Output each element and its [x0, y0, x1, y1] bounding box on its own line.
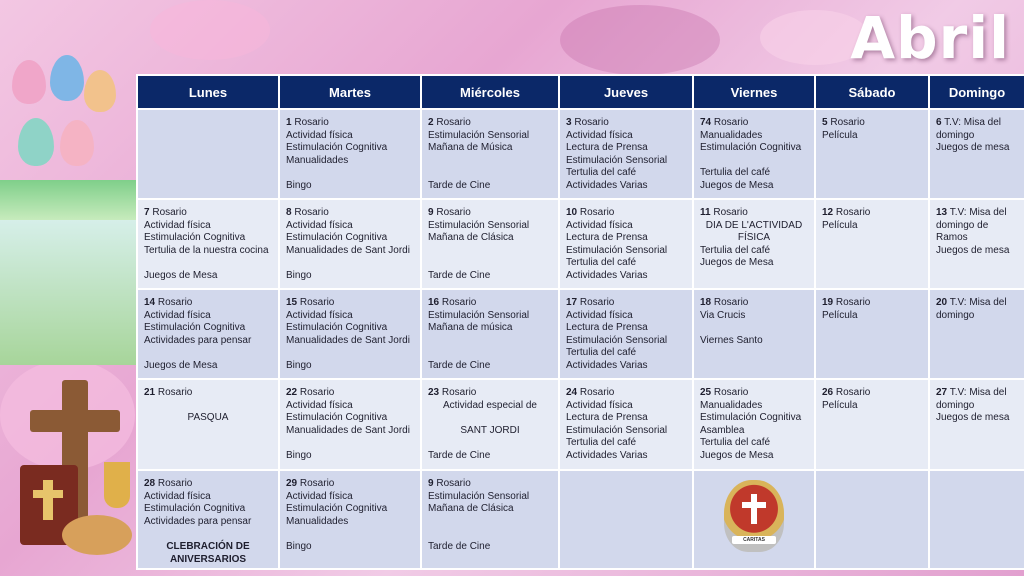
activity-item: Actividades para pensar — [144, 334, 252, 346]
activity-text: Rosario — [577, 297, 615, 308]
day-cell — [815, 289, 929, 379]
weekday-header: Jueves — [559, 75, 693, 109]
activity-item: Manualidades — [700, 129, 763, 141]
activity-item — [822, 387, 922, 400]
activity-item — [286, 478, 414, 491]
activity-text: Rosario — [297, 297, 335, 308]
activity-text: Rosario — [833, 297, 871, 308]
activity-item: Actividades Varias — [566, 269, 648, 281]
activity-text: Rosario — [833, 207, 871, 218]
activity-item — [566, 207, 686, 220]
activity-item: Manualidades — [700, 399, 763, 411]
day-cell — [929, 109, 1024, 199]
day-number: 74 — [700, 117, 712, 128]
activity-item: Juegos de Mesa — [144, 359, 218, 371]
bread-icon — [62, 515, 132, 555]
activity-text: T.V: Misa del domingo — [936, 297, 1007, 321]
day-number: 12 — [822, 207, 834, 218]
activity-item — [428, 207, 552, 220]
activity-item — [700, 387, 808, 400]
spacer — [428, 335, 552, 348]
activity-text: Rosario — [155, 478, 193, 489]
day-number: 6 — [936, 117, 942, 128]
activity-item — [700, 207, 808, 220]
activity-text: Rosario — [297, 387, 335, 398]
activity-text: Rosario — [291, 117, 329, 128]
activity-item: Actividades Varias — [566, 179, 648, 191]
activity-item — [144, 478, 272, 491]
cross-icon — [751, 494, 757, 524]
activity-item: Manualidades de Sant Jordi — [286, 424, 410, 436]
activity-item — [822, 117, 922, 130]
day-number: 29 — [286, 478, 298, 489]
activity-item — [428, 478, 552, 491]
activity-item: Actividad física — [286, 490, 353, 502]
activity-item: Tertulia del café — [700, 167, 771, 179]
activity-item — [700, 117, 808, 130]
activity-item: Estimulación Cognitiva — [144, 503, 246, 515]
day-cell — [815, 109, 929, 199]
day-cell — [421, 470, 559, 569]
day-cell — [693, 109, 815, 199]
activity-item: Película — [822, 399, 858, 411]
activity-item: Estimulación Sensorial — [566, 334, 668, 346]
weekday-header-row — [137, 75, 1024, 109]
activity-item: Bingo — [286, 269, 312, 281]
activity-item: Estimulación Cognitiva — [144, 322, 246, 334]
day-cell — [559, 289, 693, 379]
day-number: 20 — [936, 297, 948, 308]
activity-item: Actividad física — [286, 219, 353, 231]
easter-egg-icon — [12, 60, 46, 104]
day-cell — [559, 470, 693, 569]
day-cell — [693, 470, 815, 569]
activity-item: Película — [822, 129, 858, 141]
activity-item: Juegos de mesa — [936, 142, 1010, 154]
day-cell — [279, 379, 421, 470]
spacer — [286, 528, 414, 541]
special-event: Actividad especial de — [443, 399, 537, 411]
activity-item — [428, 117, 552, 130]
activity-item — [428, 297, 552, 310]
day-cell — [137, 289, 279, 379]
activity-text: Rosario — [711, 117, 749, 128]
activity-text: Rosario — [149, 207, 187, 218]
easter-illustration — [0, 0, 136, 576]
activity-item: Manualidades — [286, 515, 349, 527]
day-cell — [421, 199, 559, 289]
activity-item: Actividad física — [144, 309, 211, 321]
activity-item: Estimulación Cognitiva — [144, 232, 246, 244]
activity-item: Estimulación Cognitiva — [286, 142, 388, 154]
calendar-week-row — [137, 109, 1024, 199]
weekday-header: Sábado — [815, 75, 929, 109]
spacer — [144, 257, 272, 270]
activity-item: Tarde de Cine — [428, 359, 491, 371]
activity-item: Tarde de Cine — [428, 449, 491, 461]
day-number: 16 — [428, 297, 440, 308]
activity-item: Lectura de Prensa — [566, 142, 648, 154]
activity-item — [566, 117, 686, 130]
day-number: 11 — [700, 207, 711, 218]
day-number: 8 — [286, 207, 292, 218]
activity-item — [144, 297, 272, 310]
activity-item: Manualidades de Sant Jordi — [286, 334, 410, 346]
day-number: 24 — [566, 387, 578, 398]
activity-item — [936, 297, 1018, 322]
special-event: PASQUA — [187, 412, 229, 424]
day-number: 2 — [428, 117, 434, 128]
activity-item — [286, 297, 414, 310]
day-number: 26 — [822, 387, 834, 398]
weekday-header: Martes — [279, 75, 421, 109]
activity-item: Bingo — [286, 179, 312, 191]
day-cell — [279, 289, 421, 379]
activity-item: Actividades para pensar — [144, 515, 252, 527]
day-cell — [421, 289, 559, 379]
spacer — [428, 155, 552, 168]
day-cell — [559, 379, 693, 470]
activity-item: Bingo — [286, 449, 312, 461]
activity-item: Tertulia del café — [566, 347, 637, 359]
easter-egg-icon — [84, 70, 116, 112]
activity-item: Estimulación Sensorial — [428, 219, 530, 231]
activity-text: Rosario — [827, 117, 865, 128]
activity-text: Rosario — [833, 387, 871, 398]
day-cell — [693, 379, 815, 470]
activity-text: Rosario — [710, 207, 748, 218]
activity-item — [936, 387, 1018, 412]
activity-item: Estimulación Sensorial — [566, 244, 668, 256]
activity-item — [822, 297, 922, 310]
activity-item: Estimulación Cognitiva — [286, 322, 388, 334]
logo-lettering: CARITAS — [732, 536, 776, 544]
calendar-week-row — [137, 470, 1024, 569]
weekday-header: Viernes — [693, 75, 815, 109]
day-cell — [137, 379, 279, 470]
day-cell — [137, 199, 279, 289]
activity-item: Estimulación Cognitiva — [286, 412, 388, 424]
spacer — [286, 437, 414, 450]
activity-item: Tertulia del café — [700, 244, 771, 256]
day-cell — [929, 199, 1024, 289]
activity-item: Lectura de Prensa — [566, 232, 648, 244]
activity-item: Actividad física — [286, 399, 353, 411]
activity-item — [144, 207, 272, 220]
easter-egg-icon — [18, 118, 54, 166]
day-cell — [279, 109, 421, 199]
day-number: 23 — [428, 387, 440, 398]
day-number: 14 — [144, 297, 156, 308]
activity-item: Juegos de mesa — [936, 244, 1010, 256]
activity-item: Actividades Varias — [566, 359, 648, 371]
month-title: Abril — [850, 4, 1010, 72]
activity-text: Rosario — [711, 387, 749, 398]
activity-text: Rosario — [433, 207, 471, 218]
activity-item: Viernes Santo — [700, 334, 763, 346]
activity-item: Bingo — [286, 540, 312, 552]
special-event: DIA DE L'ACTIVIDAD FÍSICA — [705, 219, 803, 244]
spacer — [428, 347, 552, 360]
spacer — [428, 437, 552, 450]
activity-item: Actividad física — [286, 129, 353, 141]
day-cell — [815, 379, 929, 470]
activity-item: Tertulia de la nuestra cocina — [144, 244, 269, 256]
calendar-week-row — [137, 199, 1024, 289]
activity-item — [428, 387, 552, 400]
activity-item — [566, 297, 686, 310]
activity-item: Actividad física — [144, 219, 211, 231]
flower-decoration — [560, 5, 720, 75]
day-number: 10 — [566, 207, 578, 218]
day-number: 18 — [700, 297, 712, 308]
spacer — [428, 516, 552, 529]
activity-item — [936, 117, 1018, 142]
activity-item: Tarde de Cine — [428, 269, 491, 281]
spacer — [428, 412, 552, 425]
activity-text: Rosario — [297, 478, 335, 489]
day-number: 13 — [936, 207, 948, 218]
day-number: 22 — [286, 387, 298, 398]
day-number: 25 — [700, 387, 712, 398]
chalice-icon — [104, 462, 130, 508]
activity-item — [566, 387, 686, 400]
day-number: 7 — [144, 207, 150, 218]
activity-item: Juegos de Mesa — [144, 269, 218, 281]
day-number: 28 — [144, 478, 156, 489]
wooden-cross-icon — [30, 410, 120, 432]
day-cell — [137, 109, 279, 199]
spacer — [144, 528, 272, 541]
activity-item: Lectura de Prensa — [566, 412, 648, 424]
activity-item: Actividad física — [566, 309, 633, 321]
bible-cross-icon — [33, 490, 63, 498]
activity-item: Juegos de Mesa — [700, 449, 774, 461]
calendar-week-row — [137, 289, 1024, 379]
spacer — [144, 400, 272, 413]
spacer — [700, 155, 808, 168]
activity-item: Juegos de Mesa — [700, 257, 774, 269]
activity-item: Estimulación Sensorial — [566, 424, 668, 436]
activity-text: T.V: Misa del domingo — [936, 117, 1002, 141]
flower-decoration — [150, 0, 270, 60]
activity-item: Manualidades de Sant Jordi — [286, 244, 410, 256]
spacer — [428, 245, 552, 258]
activity-text: Rosario — [439, 297, 477, 308]
spacer — [428, 528, 552, 541]
easter-egg-icon — [60, 120, 94, 166]
weekday-header: Lunes — [137, 75, 279, 109]
activity-text: Rosario — [577, 387, 615, 398]
activity-item: Actividades Varias — [566, 449, 648, 461]
activity-item — [286, 207, 414, 220]
activity-text: Rosario — [433, 117, 471, 128]
activity-item: Asamblea — [700, 424, 745, 436]
activity-text: Rosario — [155, 297, 193, 308]
activity-item: Estimulación Cognitiva — [700, 412, 802, 424]
activity-text: T.V: Misa del domingo — [936, 387, 1007, 411]
activity-item: Tarde de Cine — [428, 540, 491, 552]
day-cell — [693, 289, 815, 379]
day-cell — [421, 379, 559, 470]
cross-icon — [742, 502, 766, 508]
spacer — [144, 347, 272, 360]
easter-egg-icon — [50, 55, 84, 101]
activity-item: Mañana de Clásica — [428, 503, 514, 515]
day-cell — [279, 199, 421, 289]
activity-item: Estimulación Sensorial — [566, 154, 668, 166]
day-cell — [279, 470, 421, 569]
activity-item — [144, 387, 272, 400]
day-cell — [421, 109, 559, 199]
weekday-header: Domingo — [929, 75, 1024, 109]
day-cell — [815, 199, 929, 289]
day-number: 15 — [286, 297, 298, 308]
calendar-week-row — [137, 379, 1024, 470]
activity-item: Película — [822, 309, 858, 321]
activity-item: Bingo — [286, 359, 312, 371]
spacer — [428, 257, 552, 270]
activity-item: Actividad física — [566, 399, 633, 411]
activity-item: Tertulia del café — [566, 257, 637, 269]
activity-item: Via Crucis — [700, 309, 746, 321]
activity-text: Rosario — [433, 478, 471, 489]
activity-item — [936, 207, 1018, 245]
activity-item: Actividad física — [566, 219, 633, 231]
day-cell — [559, 109, 693, 199]
spacer — [428, 167, 552, 180]
activity-item: Juegos de mesa — [936, 412, 1010, 424]
weekday-header: Miércoles — [421, 75, 559, 109]
activity-text: T.V: Misa del domingo de Ramos — [936, 207, 1007, 244]
activity-item: Lectura de Prensa — [566, 322, 648, 334]
special-event: SANT JORDI — [460, 424, 520, 436]
spacer — [286, 347, 414, 360]
day-number: 3 — [566, 117, 572, 128]
spacer — [286, 167, 414, 180]
activity-text: Rosario — [155, 387, 193, 398]
day-number: 17 — [566, 297, 578, 308]
spacer — [700, 322, 808, 335]
day-number: 19 — [822, 297, 834, 308]
activity-item: Tarde de Cine — [428, 179, 491, 191]
activity-text: Rosario — [571, 117, 609, 128]
activity-item: Tertulia del café — [700, 437, 771, 449]
day-cell — [137, 470, 279, 569]
activity-item: Tertulia del café — [566, 167, 637, 179]
day-number: 9 — [428, 478, 434, 489]
day-number: 27 — [936, 387, 948, 398]
activity-item — [286, 117, 414, 130]
activity-text: Rosario — [291, 207, 329, 218]
bible-cross-icon — [43, 480, 53, 520]
activity-item: Actividad física — [566, 129, 633, 141]
day-cell — [929, 379, 1024, 470]
activity-item: Estimulación Sensorial — [428, 490, 530, 502]
activity-item: Mañana de Clásica — [428, 232, 514, 244]
day-cell — [815, 470, 929, 569]
activity-item — [286, 387, 414, 400]
day-number: 5 — [822, 117, 828, 128]
activity-item: Manualidades — [286, 154, 349, 166]
day-cell — [929, 289, 1024, 379]
palm-sunday-scene — [0, 220, 136, 365]
activity-item: Estimulación Cognitiva — [286, 503, 388, 515]
day-number: 9 — [428, 207, 434, 218]
day-cell — [693, 199, 815, 289]
activity-item: Juegos de Mesa — [700, 179, 774, 191]
activity-item: Estimulación Cognitiva — [286, 232, 388, 244]
activity-item — [700, 297, 808, 310]
day-cell — [559, 199, 693, 289]
activity-item: Estimulación Sensorial — [428, 309, 530, 321]
special-event: CLEBRACIÓN DE ANIVERSARIOS — [166, 540, 250, 565]
activity-item: Estimulación Sensorial — [428, 129, 530, 141]
calendar-table — [136, 74, 1024, 570]
caritas-logo — [724, 480, 784, 552]
activity-item: Mañana de Música — [428, 142, 513, 154]
activity-item: Tertulia del café — [566, 437, 637, 449]
activity-item: Película — [822, 219, 858, 231]
day-number: 1 — [286, 117, 292, 128]
activity-item — [822, 207, 922, 220]
activity-item: Actividad física — [144, 490, 211, 502]
activity-text: Rosario — [577, 207, 615, 218]
activity-item: Mañana de música — [428, 322, 513, 334]
day-number: 21 — [144, 387, 156, 398]
activity-item: Actividad física — [286, 309, 353, 321]
day-cell — [929, 470, 1024, 569]
activity-text: Rosario — [439, 387, 477, 398]
activity-text: Rosario — [711, 297, 749, 308]
spacer — [286, 257, 414, 270]
activity-item: Estimulación Cognitiva — [700, 142, 802, 154]
